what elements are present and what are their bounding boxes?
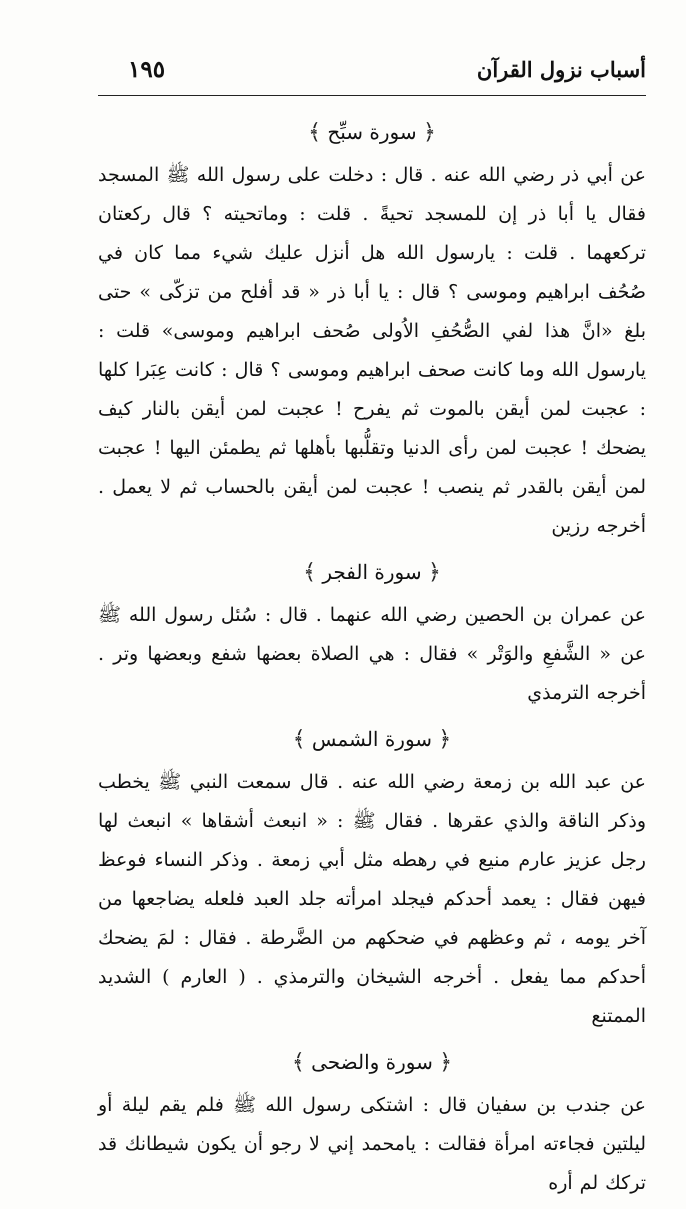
surah-heading: ﴿ سورة الشمس ﴾ [292,727,452,752]
hadith-paragraph: عن أبي ذر رضي الله عنه . قال : دخلت على رسول الله ﷺ المسجد فقال يا أبا ذر إن للمسجد تحيةً . قلت : وماتحيته ؟ قال ركعتان تركعهما . قلت : يارسول الله هل أنزل عليك شيء مما كان في صُحُف ابراهيم وموسى ؟ قال : يا أبا ذر « قد أفلح من تزكّى » حتى بلغ «انَّ هذا لفي الصُّحُفِ الاُولى صُحف ابراهيم وموسى» قلت : يارسول الله وما كانت صحف ابراهيم وموسى ؟ قال : كانت عِبَرا كلها : عجبت لمن أيقن بالموت ثم يفرح ! عجبت لمن أيقن بالنار كيف يضحك ! عجبت لمن رأى الدنيا وتقلُّبها بأهلها ثم يطمئن اليها ! عجبت لمن أيقن بالقدر ثم ينصب ! عجبت لمن أيقن بالحساب ثم لا يعمل . أخرجه رزين [98,164,646,537]
surah-title: سورة الشمس [311,727,433,751]
running-title: أسباب نزول القرآن [476,56,646,82]
hadith-paragraph: عن عمران بن الحصين رضي الله عنهما . قال : سُئل رسول الله ﷺ عن « الشَّفعِ والوَتْر » فقال : هي الصلاة بعضها شفع وبعضها وتر . أخرجه الترمذي [98,604,646,704]
hadith-paragraph: عن عبد الله بن زمعة رضي الله عنه . قال سمعت النبي ﷺ يخطب وذكر الناقة والذي عقرها . فقال ﷺ : « انبعث أشقاها » انبعث لها رجل عزيز عارم منيع في رهطه مثل أبي زمعة . وذكر النساء فوعظ فيهن فقال : يعمد أحدكم فيجلد امرأته جلد العبد فلعله يضاجعها من آخر يومه ، ثم وعظهم في ضحكهم من الضَّرطة . فقال : لمَ يضحك أحدكم مما يفعل . أخرجه الشيخان والترمذي . ( العارم ) الشديد الممتنع [98,771,646,1027]
surah-heading: ﴿ سورة سبِّح ﴾ [308,120,436,145]
surah-heading: ﴿ سورة الفجر ﴾ [303,560,441,585]
surah-title: سورة الفجر [322,560,422,584]
hadith-paragraph: عن جندب بن سفيان قال : اشتكى رسول الله ﷺ فلم يقم ليلة أو ليلتين فجاءته امرأة فقالت : يامحمد إني لا رجو أن يكون شيطانك قد تركك لم أره [98,1094,646,1194]
page-body [98,110,646,1209]
surah-title: سورة سبِّح [327,120,417,144]
surah-title: سورة والضحى [311,1050,433,1074]
surah-heading: ﴿ سورة والضحى ﴾ [291,1050,453,1075]
page-header [100,48,646,90]
page-number: ١٩٥ [128,55,166,83]
header-rule [98,95,646,96]
